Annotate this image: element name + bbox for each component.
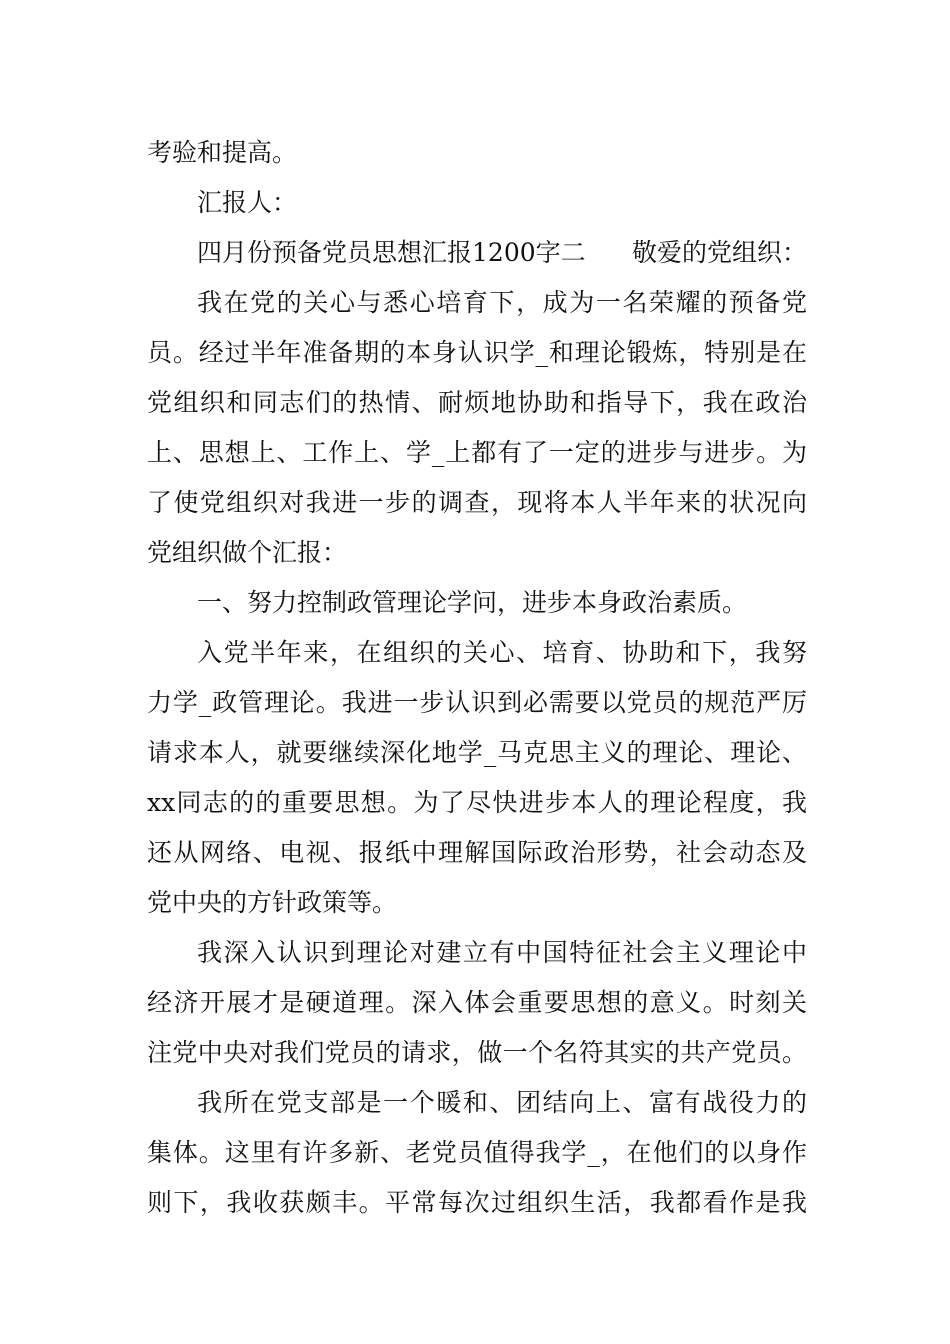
paragraph-line: 党中央的方针政策等。 <box>147 888 398 917</box>
paragraph-line: 还从网络、电视、报纸中理解国际政治形势，社会动态及 <box>147 838 807 867</box>
paragraph-line: 力学_政管理论。我进一步认识到必需要以党员的规范严厉 <box>147 688 807 717</box>
paragraph-line: 我深入认识到理论对建立有中国特征社会主义理论中 <box>197 938 807 967</box>
paragraph-line: 注党中央对我们党员的请求，做一个名符其实的共产党员。 <box>147 1038 807 1067</box>
paragraph-line: 员。经过半年准备期的本身认识学_和理论锻炼，特别是在 <box>147 338 807 367</box>
paragraph-line: 我所在党支部是一个暖和、团结向上、富有战役力的 <box>197 1088 807 1117</box>
paragraph-line: 入党半年来，在组织的关心、培育、协助和下，我努 <box>197 638 807 667</box>
paragraph-line: 请求本人，就要继续深化地学_马克思主义的理论、理论、 <box>147 738 807 767</box>
paragraph-line: 了使党组织对我进一步的调查，现将本人半年来的状况向 <box>147 488 807 517</box>
reporter-label: 汇报人： <box>197 188 298 217</box>
text-line: 考验和提高。 <box>147 138 298 167</box>
paragraph-line: 则下，我收获颇丰。平常每次过组织生活，我都看作是我 <box>147 1188 807 1217</box>
title-row <box>197 236 807 270</box>
paragraph-line: 我在党的关心与悉心培育下，成为一名荣耀的预备党 <box>197 288 807 317</box>
paragraph-line: 党组织和同志们的热情、耐烦地协助和指导下，我在政治 <box>147 388 807 417</box>
paragraph-line: 党组织做个汇报： <box>147 538 348 567</box>
salutation: 敬爱的党组织： <box>631 238 807 267</box>
paragraph-line: 上、思想上、工作上、学_上都有了一定的进步与进步。为 <box>147 438 807 467</box>
paragraph-line: 集体。这里有许多新、老党员值得我学_，在他们的以身作 <box>147 1138 807 1167</box>
section-heading: 一、努力控制政管理论学问，进步本身政治素质。 <box>197 588 748 617</box>
paragraph-line: 经济开展才是硬道理。深入体会重要思想的意义。时刻关 <box>147 988 807 1017</box>
section-title: 四月份预备党员思想汇报1200字二 <box>197 238 586 267</box>
paragraph-line: xx同志的的重要思想。为了尽快进步本人的理论程度，我 <box>147 788 807 817</box>
